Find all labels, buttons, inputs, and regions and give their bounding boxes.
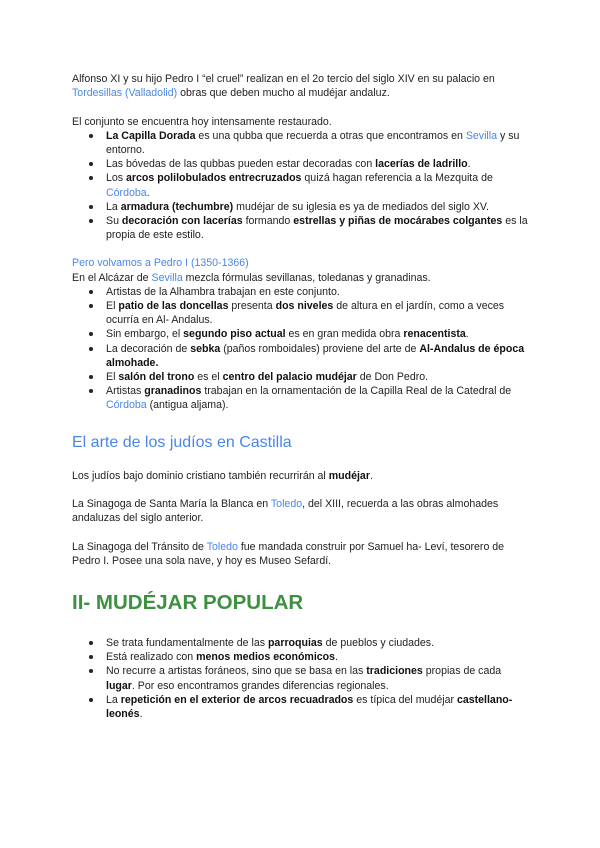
bold-text: dos niveles [275,300,334,313]
text: mezcla fórmulas sevillanas, toledanas y granadinas. [182,271,431,284]
text: La [106,200,121,213]
bold-text: castellano-leonés [106,693,513,721]
text: La Sinagoga del Tránsito de [72,540,207,553]
text: . [146,186,150,199]
text: mudéjar de su iglesia es ya de mediados del siglo XV. [233,200,489,213]
text: Sin embargo, el [106,328,184,341]
list-item [72,157,532,171]
list-item [72,650,532,664]
text: es el [194,371,223,384]
list-item [72,342,532,370]
text: (antigua aljama). [146,399,229,412]
document-body [72,72,532,721]
bold-text: patio de las doncellas [118,300,229,313]
text: . [335,651,338,664]
text: . [139,708,143,721]
text: trabajan en la ornamentación de la Capilla Real de la Catedral de [201,385,512,398]
bold-text: lacerías de ladrillo [375,158,468,171]
link-tordesillas[interactable]: Tordesillas (Valladolid) [72,87,178,100]
bold-text: mudéjar [328,469,370,482]
list-item [72,171,532,199]
intro-paragraph [72,72,532,100]
text: Se trata fundamentalmente de las [106,637,268,650]
link-toledo[interactable]: Toledo [206,540,238,553]
text: presenta [228,300,276,313]
bold-text: tradiciones [366,665,423,678]
list-item [72,664,532,692]
text: . [369,469,373,482]
text: Artistas [106,385,145,398]
pedro-list [72,285,532,413]
intro-text-end: obras que deben mucho al mudéjar andaluz. [177,87,390,100]
list-item [72,370,532,384]
text: Su [106,215,122,228]
conjunto-list [72,129,532,243]
list-item [72,693,532,721]
judios-paragraph-3 [72,540,532,568]
bold-text: armadura (techumbre) [120,200,234,213]
bold-text: lugar [106,679,132,692]
text: (paños romboidales) proviene del arte de [220,342,420,355]
text: . [465,328,469,341]
text: . [467,158,471,171]
bold-text: La Capilla Dorada [106,129,196,142]
text: Artistas de la Alhambra trabajan en este conjunto. [106,285,340,298]
text: quizá hagan referencia a la Mezquita de [301,172,493,185]
text: propias de cada [422,665,502,678]
text: y su entorno. [106,129,520,156]
bold-text: repetición en el exterior de arcos recuadrados [120,693,354,706]
text: es en gran medida obra [285,328,404,341]
list-item [72,285,532,299]
judios-paragraph-2 [72,497,532,525]
link-sevilla[interactable]: Sevilla [465,129,498,142]
text: La Sinagoga de Santa María la Blanca en [72,498,271,511]
list-item [72,636,532,650]
judios-paragraph-1 [72,469,532,483]
text: formando [242,215,294,228]
text: No recurre a artistas foráneos, sino que se basa en las [106,665,367,678]
list-item [72,384,532,412]
text: fue mandada construir por Samuel ha- Leví, tesorero de Pedro I. Posee una sola nave, y hoy es Museo Sefardí. [72,540,505,567]
text: de pueblos y ciudades. [322,637,435,650]
text: La [106,693,121,706]
list-item [72,129,532,157]
text: es una qubba que recuerda a otras que encontramos en [195,129,466,142]
pedro-subheading: Pero volvamos a Pedro I (1350-1366) [72,257,249,270]
text: En el Alcázar de [72,271,152,284]
list-item [72,214,532,242]
text: Está realizado con [106,651,197,664]
link-sevilla[interactable]: Sevilla [151,271,183,284]
text: es la propia de este estilo. [106,215,528,242]
bold-text: parroquias [267,637,323,650]
bold-text: arcos polilobulados entrecruzados [126,172,302,185]
bold-text: segundo piso actual [183,328,286,341]
intro-text: Alfonso XI y su hijo Pedro I “el cruel” realizan en el 2o tercio del siglo XIV en su palacio en [72,73,495,85]
link-toledo[interactable]: Toledo [270,498,303,511]
link-cordoba[interactable]: Córdoba [106,399,147,412]
bold-text: centro del palacio mudéjar [222,371,357,384]
text: . Por eso encontramos grandes diferencias regionales. [131,679,389,692]
text: de altura en el jardín, como a veces ocurría en Al- Andalus. [106,300,505,327]
popular-list [72,636,532,721]
list-item [72,200,532,214]
bold-text: decoración con lacerías [121,215,243,228]
text: Las bóvedas de las qubbas pueden estar decoradas con [106,158,376,171]
pedro-lead [72,271,532,285]
bold-text: menos medios económicos [196,651,336,664]
text: La decoración de [106,342,191,355]
text: es típica del mudéjar [353,693,457,706]
text: Los [106,172,127,185]
list-item [72,299,532,327]
text: El [106,371,119,384]
conjunto-lead: El conjunto se encuentra hoy intensamente restaurado. [72,115,332,128]
text: , del XIII, recuerda a las obras almohades andaluzas del siglo anterior. [72,498,499,525]
list-item [72,327,532,341]
bold-text: Al-Andalus de época almohade. [106,342,525,369]
text: Los judíos bajo dominio cristiano también recurrirán al [72,469,329,482]
bold-text: granadinos [144,385,202,398]
bold-text: estrellas y piñas de mocárabes colgantes [293,215,503,228]
bold-text: sebka [190,342,221,355]
bold-text: renacentista [403,328,466,341]
judios-heading: El arte de los judíos en Castilla [72,433,292,451]
link-cordoba[interactable]: Córdoba [106,186,147,199]
text: El [106,300,119,313]
popular-heading: II- MUDÉJAR POPULAR [72,591,304,615]
bold-text: salón del trono [118,371,195,384]
text: de Don Pedro. [356,371,429,384]
